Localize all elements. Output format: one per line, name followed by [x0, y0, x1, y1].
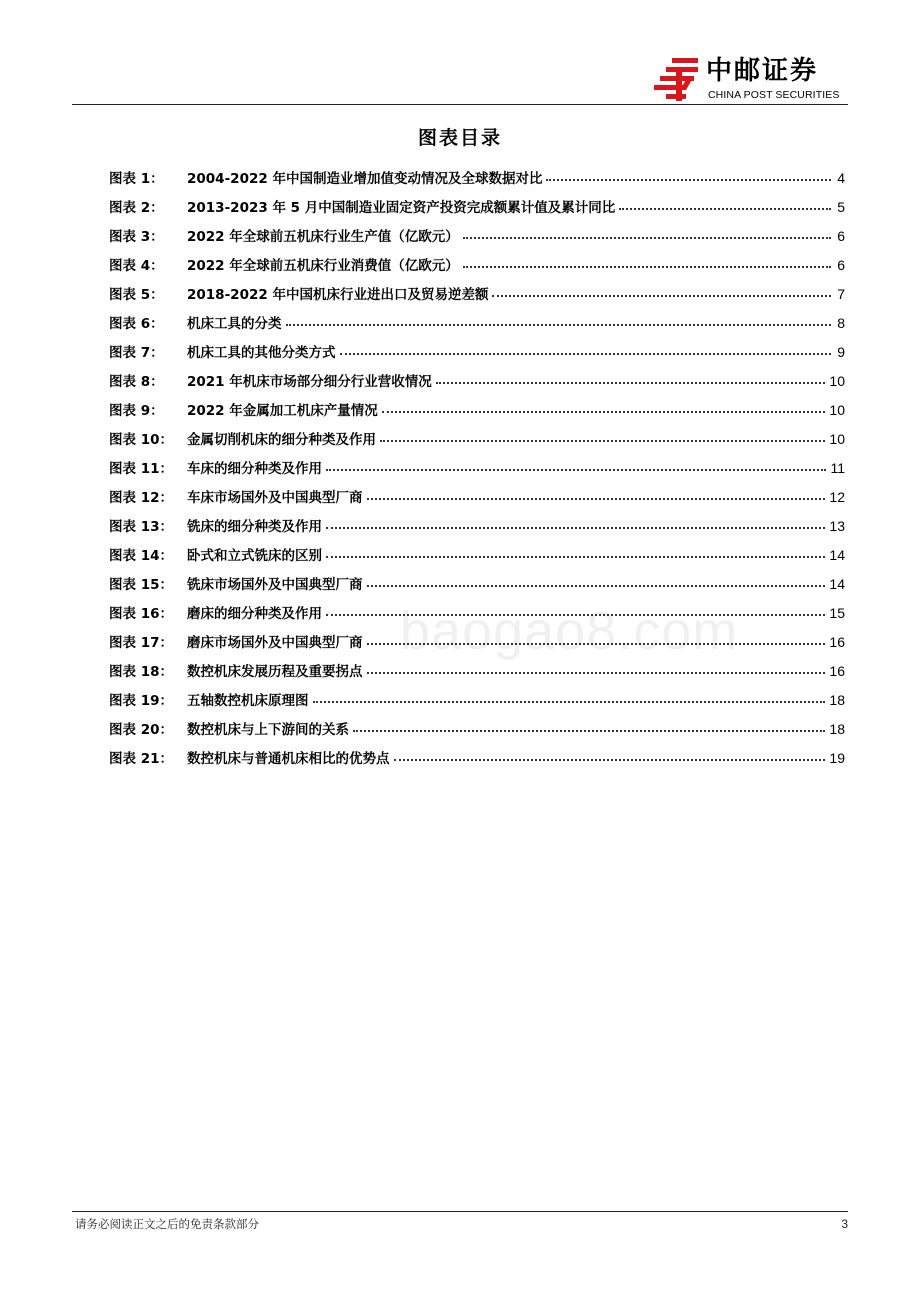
toc-entry-label: 图表 7：: [109, 345, 164, 361]
toc-entry-page: 16: [829, 663, 845, 679]
china-post-logo-icon: [652, 56, 700, 104]
toc-entry-text: 磨床的细分种类及作用: [187, 606, 322, 622]
toc-dot-leader: [286, 314, 832, 328]
toc-entry-label: 图表 8：: [109, 374, 164, 390]
toc-entry-page: 18: [829, 721, 845, 737]
toc-entry-14[interactable]: [109, 543, 845, 572]
footer-disclaimer: 请务必阅读正文之后的免责条款部分: [75, 1217, 259, 1231]
brand-logo: [652, 56, 852, 104]
brand-name-cn: 中邮证券: [706, 56, 819, 86]
toc-entry-text: 2004-2022 年中国制造业增加值变动情况及全球数据对比: [187, 171, 543, 187]
toc-entry-text: 磨床市场国外及中国典型厂商: [187, 635, 363, 651]
toc-entry-2[interactable]: [109, 195, 845, 224]
toc-entry-page: 6: [837, 228, 845, 244]
page-number: 3: [841, 1217, 848, 1231]
toc-dot-leader: [394, 749, 826, 763]
toc-entry-label: 图表 11：: [109, 461, 173, 477]
toc-entry-3[interactable]: [109, 224, 845, 253]
toc-dot-leader: [340, 343, 832, 357]
toc-entry-text: 铣床市场国外及中国典型厂商: [187, 577, 363, 593]
watermark: baogao8.com: [400, 601, 739, 661]
toc-entry-label: 图表 3：: [109, 229, 164, 245]
toc-dot-leader: [367, 488, 826, 502]
toc-entry-9[interactable]: [109, 398, 845, 427]
toc-dot-leader: [436, 372, 826, 386]
toc-entry-8[interactable]: [109, 369, 845, 398]
toc-entry-label: 图表 2：: [109, 200, 164, 216]
brand-name-en: CHINA POST SECURITIES: [708, 89, 840, 101]
toc-entry-page: 5: [837, 199, 845, 215]
toc-entry-1[interactable]: [109, 166, 845, 195]
toc-entry-page: 4: [837, 170, 845, 186]
toc-entry-15[interactable]: [109, 572, 845, 601]
toc-entry-text: 卧式和立式铣床的区别: [187, 548, 322, 564]
toc-entry-page: 6: [837, 257, 845, 273]
toc-entry-text: 金属切削机床的细分种类及作用: [187, 432, 376, 448]
toc-dot-leader: [353, 720, 825, 734]
toc-entry-5[interactable]: [109, 282, 845, 311]
toc-entry-text: 2021 年机床市场部分细分行业营收情况: [187, 374, 432, 390]
toc-entry-text: 车床的细分种类及作用: [187, 461, 322, 477]
toc-entry-label: 图表 16：: [109, 606, 173, 622]
toc-entry-18[interactable]: [109, 659, 845, 688]
toc-entry-20[interactable]: [109, 717, 845, 746]
toc-dot-leader: [326, 546, 825, 560]
toc-entry-page: 15: [829, 605, 845, 621]
header-divider: [72, 104, 848, 105]
toc-entry-label: 图表 21：: [109, 751, 173, 767]
toc-entry-21[interactable]: [109, 746, 845, 775]
toc-dot-leader: [380, 430, 825, 444]
toc-entry-page: 10: [829, 373, 845, 389]
toc-entry-6[interactable]: [109, 311, 845, 340]
toc-entry-page: 14: [829, 547, 845, 563]
toc-entry-page: 14: [829, 576, 845, 592]
toc-entry-10[interactable]: [109, 427, 845, 456]
toc-list: [109, 166, 845, 775]
toc-entry-text: 铣床的细分种类及作用: [187, 519, 322, 535]
toc-entry-label: 图表 15：: [109, 577, 173, 593]
toc-entry-label: 图表 6：: [109, 316, 164, 332]
toc-entry-page: 7: [837, 286, 845, 302]
toc-entry-label: 图表 18：: [109, 664, 173, 680]
toc-entry-page: 11: [830, 460, 845, 476]
toc-entry-label: 图表 19：: [109, 693, 173, 709]
toc-entry-text: 2022 年金属加工机床产量情况: [187, 403, 378, 419]
toc-entry-12[interactable]: [109, 485, 845, 514]
toc-entry-text: 机床工具的其他分类方式: [187, 345, 336, 361]
toc-entry-label: 图表 9：: [109, 403, 164, 419]
toc-dot-leader: [382, 401, 826, 415]
toc-entry-label: 图表 14：: [109, 548, 173, 564]
toc-entry-text: 2018-2022 年中国机床行业进出口及贸易逆差额: [187, 287, 489, 303]
toc-entry-text: 数控机床与上下游间的关系: [187, 722, 349, 738]
toc-entry-text: 五轴数控机床原理图: [187, 693, 309, 709]
toc-dot-leader: [367, 575, 826, 589]
toc-entry-text: 车床市场国外及中国典型厂商: [187, 490, 363, 506]
toc-entry-page: 12: [829, 489, 845, 505]
toc-entry-13[interactable]: [109, 514, 845, 543]
toc-entry-label: 图表 12：: [109, 490, 173, 506]
toc-entry-text: 机床工具的分类: [187, 316, 282, 332]
toc-entry-label: 图表 1：: [109, 171, 164, 187]
toc-entry-page: 10: [829, 402, 845, 418]
toc-dot-leader: [313, 691, 826, 705]
toc-entry-label: 图表 5：: [109, 287, 164, 303]
toc-entry-page: 10: [829, 431, 845, 447]
toc-entry-page: 16: [829, 634, 845, 650]
toc-entry-label: 图表 17：: [109, 635, 173, 651]
toc-dot-leader: [546, 169, 831, 183]
toc-entry-label: 图表 20：: [109, 722, 173, 738]
toc-title: 图表目录: [417, 127, 502, 149]
toc-dot-leader: [492, 285, 831, 299]
toc-entry-4[interactable]: [109, 253, 845, 282]
toc-entry-text: 2013-2023 年 5 月中国制造业固定资产投资完成额累计值及累计同比: [187, 200, 616, 216]
toc-dot-leader: [463, 227, 831, 241]
toc-entry-text: 2022 年全球前五机床行业生产值（亿欧元）: [187, 229, 459, 245]
footer-divider: [72, 1211, 848, 1212]
toc-dot-leader: [326, 459, 826, 473]
toc-entry-text: 数控机床与普通机床相比的优势点: [187, 751, 390, 767]
toc-entry-page: 9: [837, 344, 845, 360]
toc-dot-leader: [367, 662, 826, 676]
toc-entry-7[interactable]: [109, 340, 845, 369]
toc-dot-leader: [463, 256, 831, 270]
toc-entry-page: 8: [837, 315, 845, 331]
toc-entry-text: 2022 年全球前五机床行业消费值（亿欧元）: [187, 258, 459, 274]
toc-entry-page: 13: [829, 518, 845, 534]
toc-entry-label: 图表 13：: [109, 519, 173, 535]
toc-entry-page: 18: [829, 692, 845, 708]
toc-entry-11[interactable]: [109, 456, 845, 485]
toc-entry-label: 图表 10：: [109, 432, 173, 448]
toc-entry-text: 数控机床发展历程及重要拐点: [187, 664, 363, 680]
toc-entry-label: 图表 4：: [109, 258, 164, 274]
toc-entry-page: 19: [829, 750, 845, 766]
toc-dot-leader: [326, 517, 825, 531]
toc-entry-19[interactable]: [109, 688, 845, 717]
toc-dot-leader: [619, 198, 831, 212]
